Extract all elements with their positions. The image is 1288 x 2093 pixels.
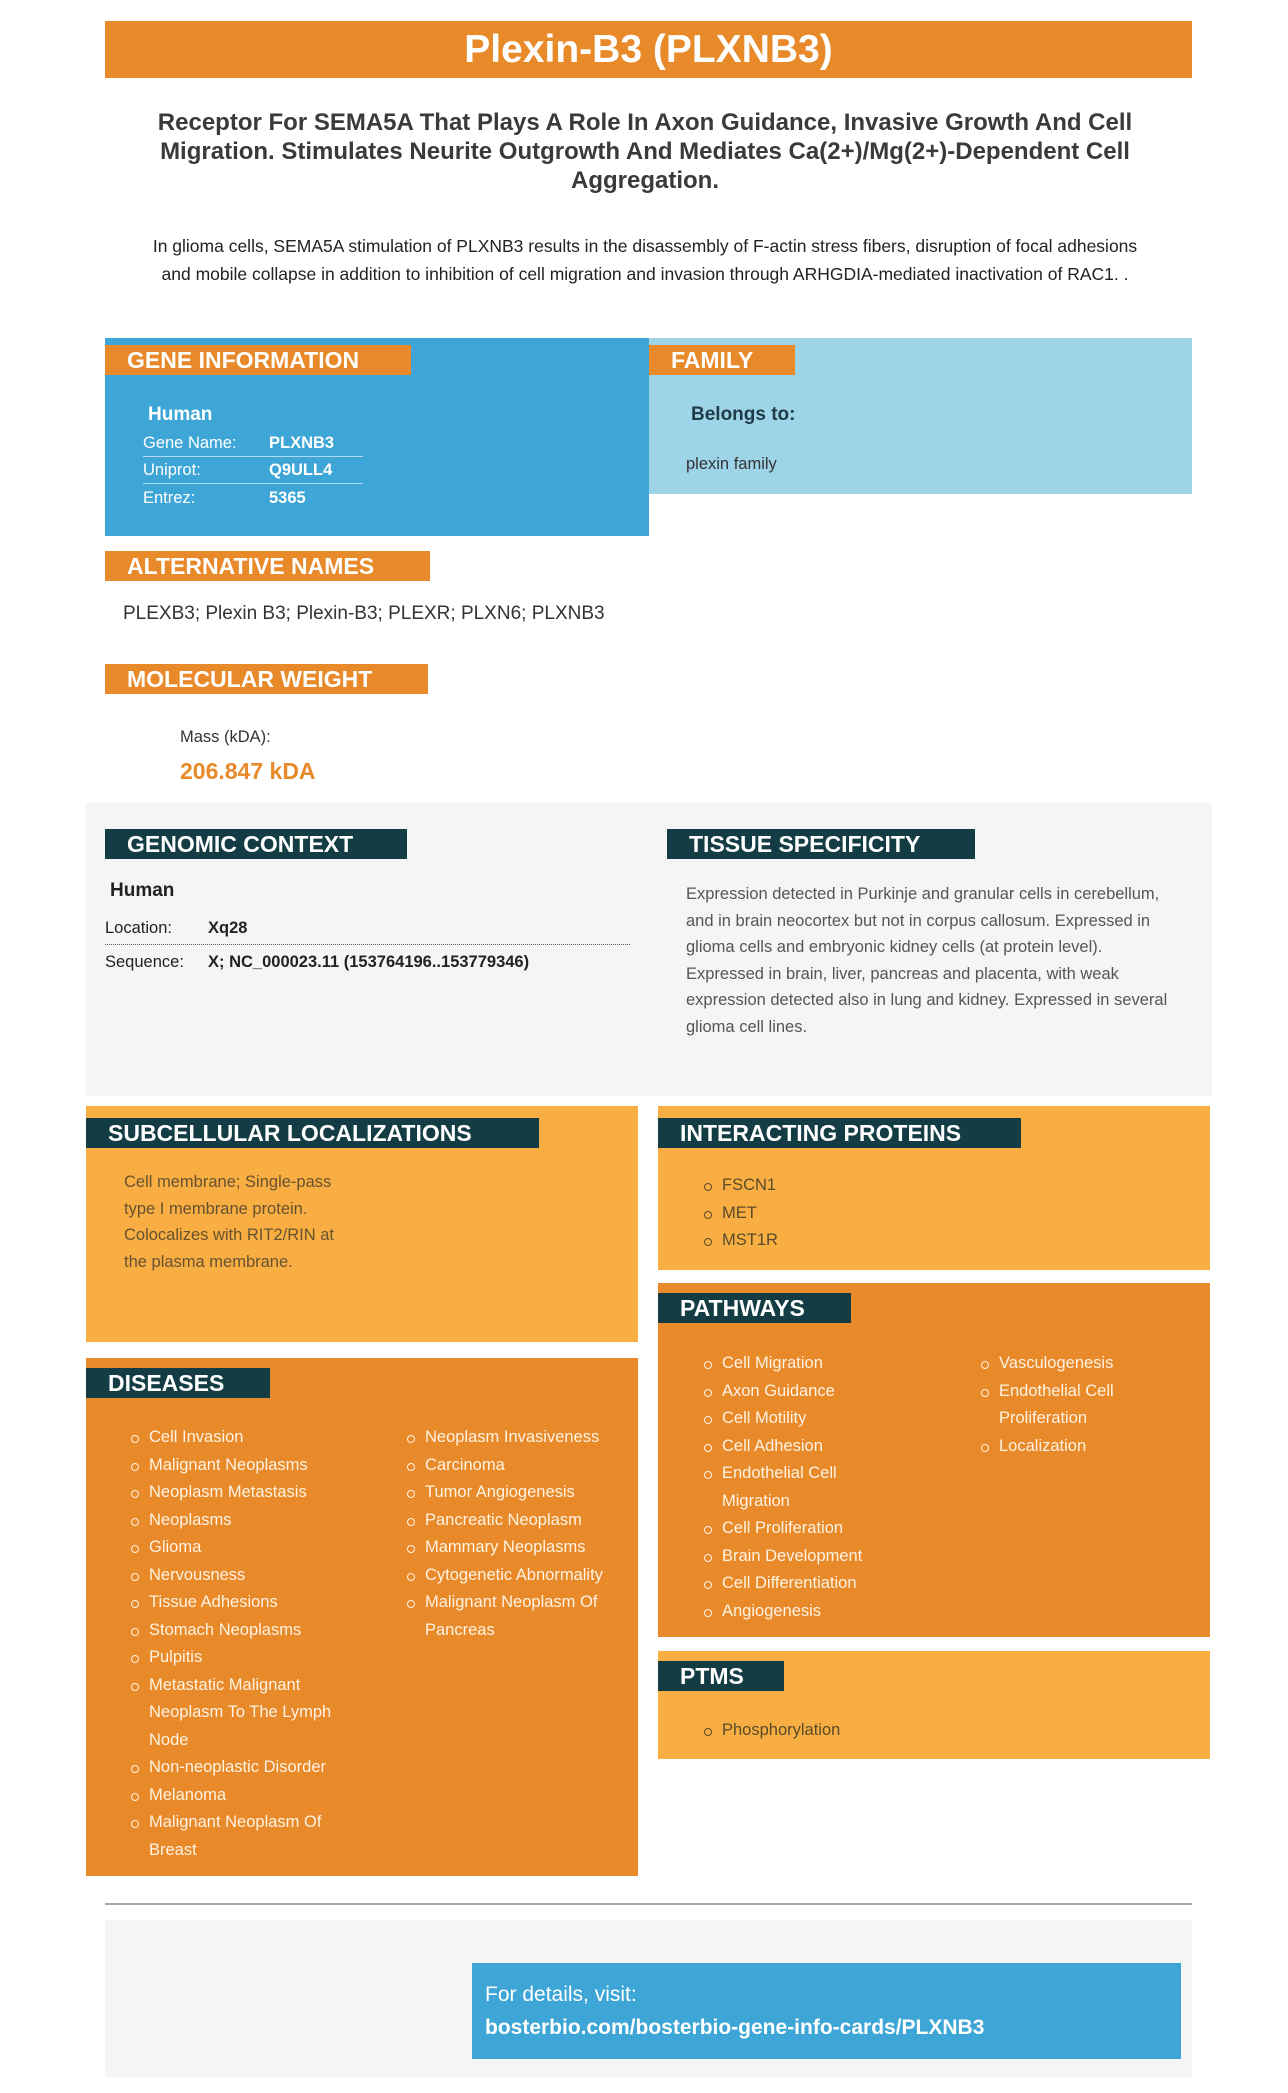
list-item: Glioma <box>129 1534 361 1562</box>
molecular-weight-header: MOLECULAR WEIGHT <box>105 664 428 694</box>
list-item: Malignant Neoplasm Of Breast <box>129 1809 361 1864</box>
list-item: Tissue Adhesions <box>129 1589 361 1617</box>
list-item: Cell Motility <box>702 1405 887 1433</box>
details-link-box[interactable] <box>472 1963 1181 2059</box>
list-item: MET <box>702 1200 902 1228</box>
list-item: Stomach Neoplasms <box>129 1617 361 1645</box>
tissue-specificity-text: Expression detected in Purkinje and granular cells in cerebellum, and in brain neocortex but not in corpus callosum. Expressed in glioma cells and embryonic kidney cells (at protein level). Expressed in brain, liver, pancreas and placenta, with weak expression detected also in lung and kidney. Expressed in several glioma cell lines. <box>686 885 1168 1036</box>
sequence-label: Sequence: <box>105 953 184 971</box>
ptms-list <box>702 1717 952 1745</box>
pathways-list-col1 <box>702 1350 887 1625</box>
list-item: Cell Proliferation <box>702 1515 887 1543</box>
list-item: Neoplasms <box>129 1507 361 1535</box>
list-item: Cell Adhesion <box>702 1433 887 1461</box>
genomic-species: Human <box>110 880 175 901</box>
list-item: Mammary Neoplasms <box>405 1534 637 1562</box>
uniprot-value: Q9ULL4 <box>269 461 333 479</box>
list-item: Cytogenetic Abnormality <box>405 1562 637 1590</box>
family-header: FAMILY <box>649 345 795 375</box>
entrez-value: 5365 <box>269 489 306 507</box>
list-item: Neoplasm Invasiveness <box>405 1424 637 1452</box>
gene-information-header: GENE INFORMATION <box>105 345 411 375</box>
diseases-list-col2 <box>405 1424 637 1644</box>
list-item: Cell Differentiation <box>702 1570 887 1598</box>
interacting-proteins-header: INTERACTING PROTEINS <box>658 1118 1021 1148</box>
list-item: Pancreatic Neoplasm <box>405 1507 637 1535</box>
list-item: Cell Migration <box>702 1350 887 1378</box>
sequence-value: X; NC_000023.11 (153764196..153779346) <box>208 953 530 971</box>
interacting-proteins-list <box>702 1172 902 1255</box>
list-item: MST1R <box>702 1227 902 1255</box>
diseases-list-col1 <box>129 1424 361 1864</box>
location-value: Xq28 <box>208 919 248 937</box>
genomic-context-header: GENOMIC CONTEXT <box>105 829 407 859</box>
list-item: Metastatic Malignant Neoplasm To The Lymph Node <box>129 1672 361 1755</box>
list-item: Phosphorylation <box>702 1717 952 1745</box>
details-link[interactable]: bosterbio.com/bosterbio-gene-info-cards/PLXNB3 <box>485 2016 985 2039</box>
list-item: Neoplasm Metastasis <box>129 1479 361 1507</box>
subcellular-text: Cell membrane; Single-pass type I membrane protein. Colocalizes with RIT2/RIN at the plasma membrane. <box>124 1173 334 1271</box>
list-item: Nervousness <box>129 1562 361 1590</box>
alternative-names-value: PLEXB3; Plexin B3; Plexin-B3; PLEXR; PLXN6; PLXNB3 <box>123 603 605 624</box>
gene-species: Human <box>148 404 213 425</box>
list-item: Endothelial Cell Proliferation <box>979 1378 1169 1433</box>
pathways-list-col2 <box>979 1350 1169 1460</box>
list-item: Malignant Neoplasm Of Pancreas <box>405 1589 637 1644</box>
pathways-header: PATHWAYS <box>658 1293 851 1323</box>
gene-description: In glioma cells, SEMA5A stimulation of PLXNB3 results in the disassembly of F-actin stress fibers, disruption of focal adhesions and mobile collapse in addition to inhibition of cell migration and invasion through ARHGDIA-mediated inactivation of RAC1. . <box>152 236 1138 284</box>
family-panel <box>649 338 1192 494</box>
mass-label: Mass (kDA): <box>180 728 271 746</box>
location-label: Location: <box>105 919 172 937</box>
subcellular-header: SUBCELLULAR LOCALIZATIONS <box>86 1118 539 1148</box>
gene-name-value: PLXNB3 <box>269 434 335 452</box>
alternative-names-header: ALTERNATIVE NAMES <box>105 551 430 581</box>
diseases-header: DISEASES <box>86 1368 270 1398</box>
family-value: plexin family <box>686 455 777 473</box>
ptms-header: PTMS <box>658 1661 784 1691</box>
list-item: Carcinoma <box>405 1452 637 1480</box>
list-item: Pulpitis <box>129 1644 361 1672</box>
gene-function-summary: Receptor For SEMA5A That Plays A Role In Axon Guidance, Invasive Growth And Cell Migration. Stimulates Neurite Outgrowth And Mediates Ca(2+)/Mg(2+)-Dependent Cell Aggregation. <box>157 109 1133 194</box>
gene-information-panel <box>105 338 649 536</box>
list-item: Vasculogenesis <box>979 1350 1169 1378</box>
sequence-row <box>105 946 630 979</box>
list-item: Malignant Neoplasms <box>129 1452 361 1480</box>
mass-value: 206.847 kDA <box>180 758 316 784</box>
uniprot-label: Uniprot: <box>143 461 201 479</box>
list-item: Tumor Angiogenesis <box>405 1479 637 1507</box>
list-item: Angiogenesis <box>702 1598 887 1626</box>
list-item: Non-neoplastic Disorder <box>129 1754 361 1782</box>
tissue-specificity-header: TISSUE SPECIFICITY <box>667 829 975 859</box>
gene-name-label: Gene Name: <box>143 434 237 452</box>
details-label: For details, visit: <box>485 1983 637 2006</box>
list-item: Brain Development <box>702 1543 887 1571</box>
entrez-row <box>143 485 363 512</box>
divider <box>105 1903 1192 1905</box>
entrez-label: Entrez: <box>143 489 196 507</box>
list-item: Melanoma <box>129 1782 361 1810</box>
page-title: Plexin-B3 (PLXNB3) <box>105 21 1192 78</box>
family-belongs-label: Belongs to: <box>691 404 796 425</box>
list-item: Cell Invasion <box>129 1424 361 1452</box>
list-item: Localization <box>979 1433 1169 1461</box>
list-item: Axon Guidance <box>702 1378 887 1406</box>
list-item: Endothelial Cell Migration <box>702 1460 887 1515</box>
gene-name-row <box>143 430 363 457</box>
list-item: FSCN1 <box>702 1172 902 1200</box>
uniprot-row <box>143 457 363 484</box>
location-row <box>105 912 630 945</box>
